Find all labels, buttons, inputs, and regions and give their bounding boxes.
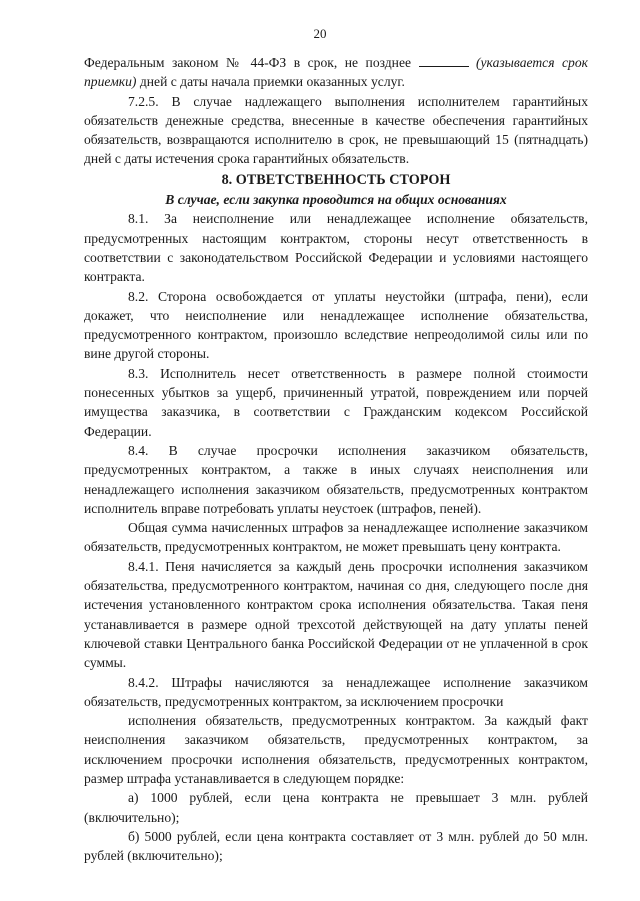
- page-number: 20: [313, 26, 327, 41]
- paragraph-8-2: 8.2. Сторона освобождается от уплаты неустойки (штрафа, пени), если докажет, что неисполнение или ненадлежащее исполнение обязательства, предусмотренного контрактом, произошло вследствие непреодолимой силы или по вине другой стороны.: [84, 288, 588, 362]
- paragraph-acceptance-term: [84, 53, 588, 92]
- paragraph-8-3: 8.3. Исполнитель несет ответственность в размере полной стоимости понесенных убытков за ущерб, причиненный утратой, повреждением или порчей имущества заказчика, в соответствии с Гражданским кодексом Российской Федерации.: [84, 365, 588, 439]
- list-item-a: а) 1000 рублей, если цена контракта не превышает 3 млн. рублей (включительно);: [84, 790, 588, 825]
- paragraph-8-4-2-cont: исполнения обязательств, предусмотренных контрактом. За каждый факт неисполнения заказчиком обязательств, предусмотренных контрактом, за исключением просрочки исполнения обязательств, предусмотренных контрактом, размер штрафа устанавливается в следующем порядке:: [84, 713, 588, 786]
- paragraph-8-4-1: 8.4.1. Пеня начисляется за каждый день просрочки исполнения заказчиком обязательства, предусмотренного контрактом, начиная со дня, следующего после дня истечения установленного контрактом срока исполнения обязательства. Такая пеня устанавливается в размере одной трехсотой действующей на дату уплаты пеней ключевой ставки Центрального банка Российской Федерации от не уплаченной в срок суммы.: [84, 558, 588, 671]
- text-fragment: дней с даты начала приемки оказанных услуг.: [136, 74, 405, 90]
- hint-text: (указывается срок приемки): [84, 55, 588, 90]
- paragraph-7-2-5: 7.2.5. В случае надлежащего выполнения исполнителем гарантийных обязательств денежные средства, внесенные в качестве обеспечения гарантийных обязательств, возвращаются исполнителю в срок, не превышающий 15 (пятнадцать) дней с даты истечения срока гарантийных обязательств.: [84, 93, 588, 167]
- paragraph-total-fines: Общая сумма начисленных штрафов за ненадлежащее исполнение заказчиком обязательств, предусмотренных контрактом, не может превышать цену контракта.: [84, 520, 588, 555]
- blank-line: [419, 54, 469, 67]
- text-fragment: Федеральным законом № 44-ФЗ в срок, не позднее: [84, 55, 419, 70]
- paragraph-8-1: 8.1. За неисполнение или ненадлежащее исполнение обязательств, предусмотренных настоящим контрактом, стороны несут ответственность в соответствии с законодательством Российской Федерации и условиями настоящего контракта.: [84, 211, 588, 285]
- section-title: 8. ОТВЕТСТВЕННОСТЬ СТОРОН: [221, 171, 451, 188]
- section-subtitle: В случае, если закупка проводится на общих основаниях: [165, 192, 507, 208]
- list-item-b: б) 5000 рублей, если цена контракта составляет от 3 млн. рублей до 50 млн. рублей (включительно);: [84, 828, 588, 864]
- paragraph-8-4-2: 8.4.2. Штрафы начисляются за ненадлежащее исполнение заказчиком обязательств, предусмотренных контрактом, за исключением просрочки: [84, 674, 588, 709]
- document-body: [84, 53, 588, 865]
- paragraph-8-4: 8.4. В случае просрочки исполнения заказчиком обязательств, предусмотренных контрактом, а также в иных случаях неисполнения или ненадлежащего исполнения заказчиком обязательств, предусмотренных контрактом исполнитель вправе потребовать уплаты неустоек (штрафов, пеней).: [84, 442, 588, 516]
